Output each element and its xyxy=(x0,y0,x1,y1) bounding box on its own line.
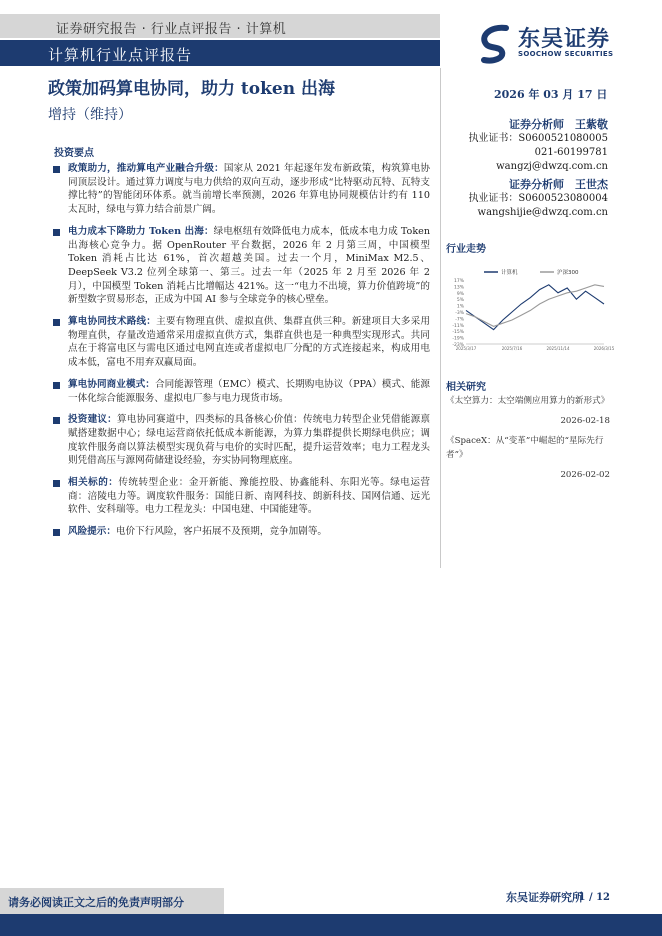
bullet-square-icon xyxy=(53,480,60,487)
series-lines xyxy=(466,285,604,330)
bullet-targets xyxy=(52,476,430,517)
bullet-lead: 算电协同技术路线： xyxy=(68,316,157,328)
logo-mark-icon xyxy=(476,24,514,64)
analyst-1-name: 证券分析师 王紫敬 xyxy=(509,118,608,131)
y-axis xyxy=(452,278,604,348)
bullet-body: 国家从 2021 年起逐年发布新政策，构筑算电协同顶层设计。通过算力调度与电力供给的双向互动，逐步形成“比特驱动瓦特、瓦特支撑比特”的智能闭环体系。就当前增长率预测，2026 年算电协同规模估计约有 110 太瓦时，绿电与算力结合前景广阔。 xyxy=(68,163,430,216)
y-tick-label: -3% xyxy=(455,311,464,316)
y-tick-label: -19% xyxy=(452,336,464,342)
institute-name: 东吴证券研究所 xyxy=(506,891,583,904)
bullet-square-icon xyxy=(53,319,60,326)
trend-chart xyxy=(444,258,615,358)
logo-en-text: SOOCHOW SECURITIES xyxy=(518,50,614,58)
y-tick-label: 13% xyxy=(453,285,464,291)
bullet-square-icon xyxy=(53,417,60,424)
industry-text: 计算机行业点评报告 xyxy=(48,46,193,64)
page-number: 1 / 12 xyxy=(578,892,610,903)
bullet-business xyxy=(52,378,430,405)
footer-band xyxy=(0,914,662,936)
bullet-body: 算电协同赛道中，四类标的具备核心价值：传统电力转型企业凭借能源禀赋搭建数据中心；绿电运营商依托低成本新能源，为算力集群提供长期绿电供应；调度软件服务商以算法模型实现负荷与电价的实时匹配，提升运营效率；电力工程龙头则凭借高压与源网荷储建设经验，夯实协同物理底座。 xyxy=(68,414,431,467)
bullet-policy xyxy=(52,162,430,217)
bullet-lead: 投资建议： xyxy=(68,414,117,426)
summary-bullets xyxy=(52,162,430,547)
series-line-1 xyxy=(466,285,604,327)
x-axis xyxy=(456,346,615,351)
analyst-2-email[interactable]: wangshijie@dwzq.com.cn xyxy=(477,207,608,218)
y-tick-label: -7% xyxy=(455,317,464,323)
x-tick-label: 2026/3/15 xyxy=(593,346,615,351)
related-heading: 相关研究 xyxy=(446,382,486,393)
trend-chart-svg xyxy=(444,258,615,358)
y-tick-label: -11% xyxy=(452,323,464,329)
y-tick-label: 5% xyxy=(456,298,464,304)
analyst-1-email[interactable]: wangzj@dwzq.com.cn xyxy=(496,161,608,172)
x-tick-label: 2025/3/17 xyxy=(455,346,477,351)
y-tick-label: 9% xyxy=(456,291,464,297)
bullet-body: 绿电枢纽有效降低电力成本，低成本电力成 Token 出海核心竞争力。据 OpenRouter 平台数据，2026 年 2 月第三周，中国模型 Token 消耗占比达 61%，首次超越美国。过去一个月，MiniMax M2.5、 DeepSeek V3.2 位列全球第一、第三。过去一年（2025 年 2 月至 2026 年 2 月），中国模型 Token 消耗占比增幅达 421%。这一“电力不出境，算力价值跨境”的新型数字贸易形态，正成为中国 AI 参与全球竞争的核心壁垒。 xyxy=(68,225,431,306)
rating: 增持（维持） xyxy=(48,107,132,123)
bullet-investment xyxy=(52,413,430,468)
related-item-title[interactable]: 《太空算力：太空端侧应用算力的新形式》 xyxy=(446,396,610,406)
analyst-2 xyxy=(440,178,608,220)
column-divider xyxy=(440,68,441,568)
x-tick-label: 2025/11/14 xyxy=(546,346,570,351)
legend-computer: 计算机 xyxy=(501,270,518,276)
bullet-square-icon xyxy=(53,229,60,236)
y-tick-label: -15% xyxy=(452,330,464,336)
bullet-lead: 政策助力，推动算电产业融合升级： xyxy=(68,163,224,174)
summary-heading: 投资要点 xyxy=(54,148,94,159)
logo-cn-text: 东吴证券 xyxy=(518,27,611,52)
industry-bar xyxy=(0,40,440,66)
y-tick-label: 17% xyxy=(453,279,464,284)
analyst-1-phone: 021-60199781 xyxy=(534,147,608,158)
bullet-square-icon xyxy=(53,166,60,173)
bullet-lead: 风险提示： xyxy=(68,526,116,538)
disclaimer-text: 请务必阅读正文之后的免责声明部分 xyxy=(8,896,184,909)
bullet-body: 合同能源管理（EMC）模式、长期购电协议（PPA）模式、能源一体化综合能源服务、虚拟电厂参与电力现货市场。 xyxy=(68,378,431,404)
bullet-body: 电价下行风险，客户拓展不及预期，竞争加剧等。 xyxy=(115,526,328,538)
disclaimer-bar xyxy=(0,888,224,914)
analyst-1-cert: 执业证书：S0600521080005 xyxy=(468,133,608,144)
analyst-1 xyxy=(440,118,608,174)
y-tick-label: 1% xyxy=(456,304,464,310)
report-type-text: 证券研究报告 · 行业点评报告 · 计算机 xyxy=(56,22,287,37)
bullet-square-icon xyxy=(53,529,60,536)
bullet-square-icon xyxy=(53,382,60,389)
analyst-2-cert: 执业证书：S0600523080004 xyxy=(468,193,608,204)
related-item-title[interactable]: 《SpaceX：从“变革”中崛起的“星际先行者”》 xyxy=(446,436,604,460)
bullet-lead: 相关标的： xyxy=(68,477,119,489)
bullet-token xyxy=(52,225,430,307)
company-logo xyxy=(476,22,626,66)
bullet-tech xyxy=(52,315,430,370)
trend-heading: 行业走势 xyxy=(446,244,486,255)
y-tick-label: -23% xyxy=(452,343,464,348)
report-date: 2026 年 03 月 17 日 xyxy=(494,88,608,101)
analyst-2-name: 证券分析师 王世杰 xyxy=(509,178,608,191)
bullet-lead: 电力成本下降助力 Token 出海： xyxy=(68,225,214,237)
report-type-bar xyxy=(0,14,440,38)
x-tick-label: 2025/7/16 xyxy=(501,346,523,351)
bullet-body: 主要有物理直供、虚拟直供、集群直供三种。新建项目大多采用物理直供，存量改造通常采用虚拟直供方式，集群直供也是一种典型实现形式。共同点在于将富电区与需电区通过电网直连或者虚拟电厂分配的方式连接起来，构成用电成本低，富电不用弃双赢局面。 xyxy=(68,316,431,369)
bullet-lead: 算电协同商业模式： xyxy=(68,378,155,390)
bullet-body: 传统转型企业：金开新能、豫能控股、协鑫能科、东阳光等。绿电运营商：涪陵电力等。调度软件服务：国能日新、南网科技、朗新科技、国网信通、远光软件、安科瑞等。电力工程龙头：中国电建、中国能建等。 xyxy=(68,477,430,516)
legend-hs300: 沪深300 xyxy=(557,270,579,276)
related-list xyxy=(446,394,610,488)
related-item-date: 2026-02-18 xyxy=(560,416,610,426)
report-title: 政策加码算电协同，助力 token 出海 xyxy=(48,79,335,99)
bullet-risk xyxy=(52,525,430,539)
related-item-date: 2026-02-02 xyxy=(560,470,610,480)
